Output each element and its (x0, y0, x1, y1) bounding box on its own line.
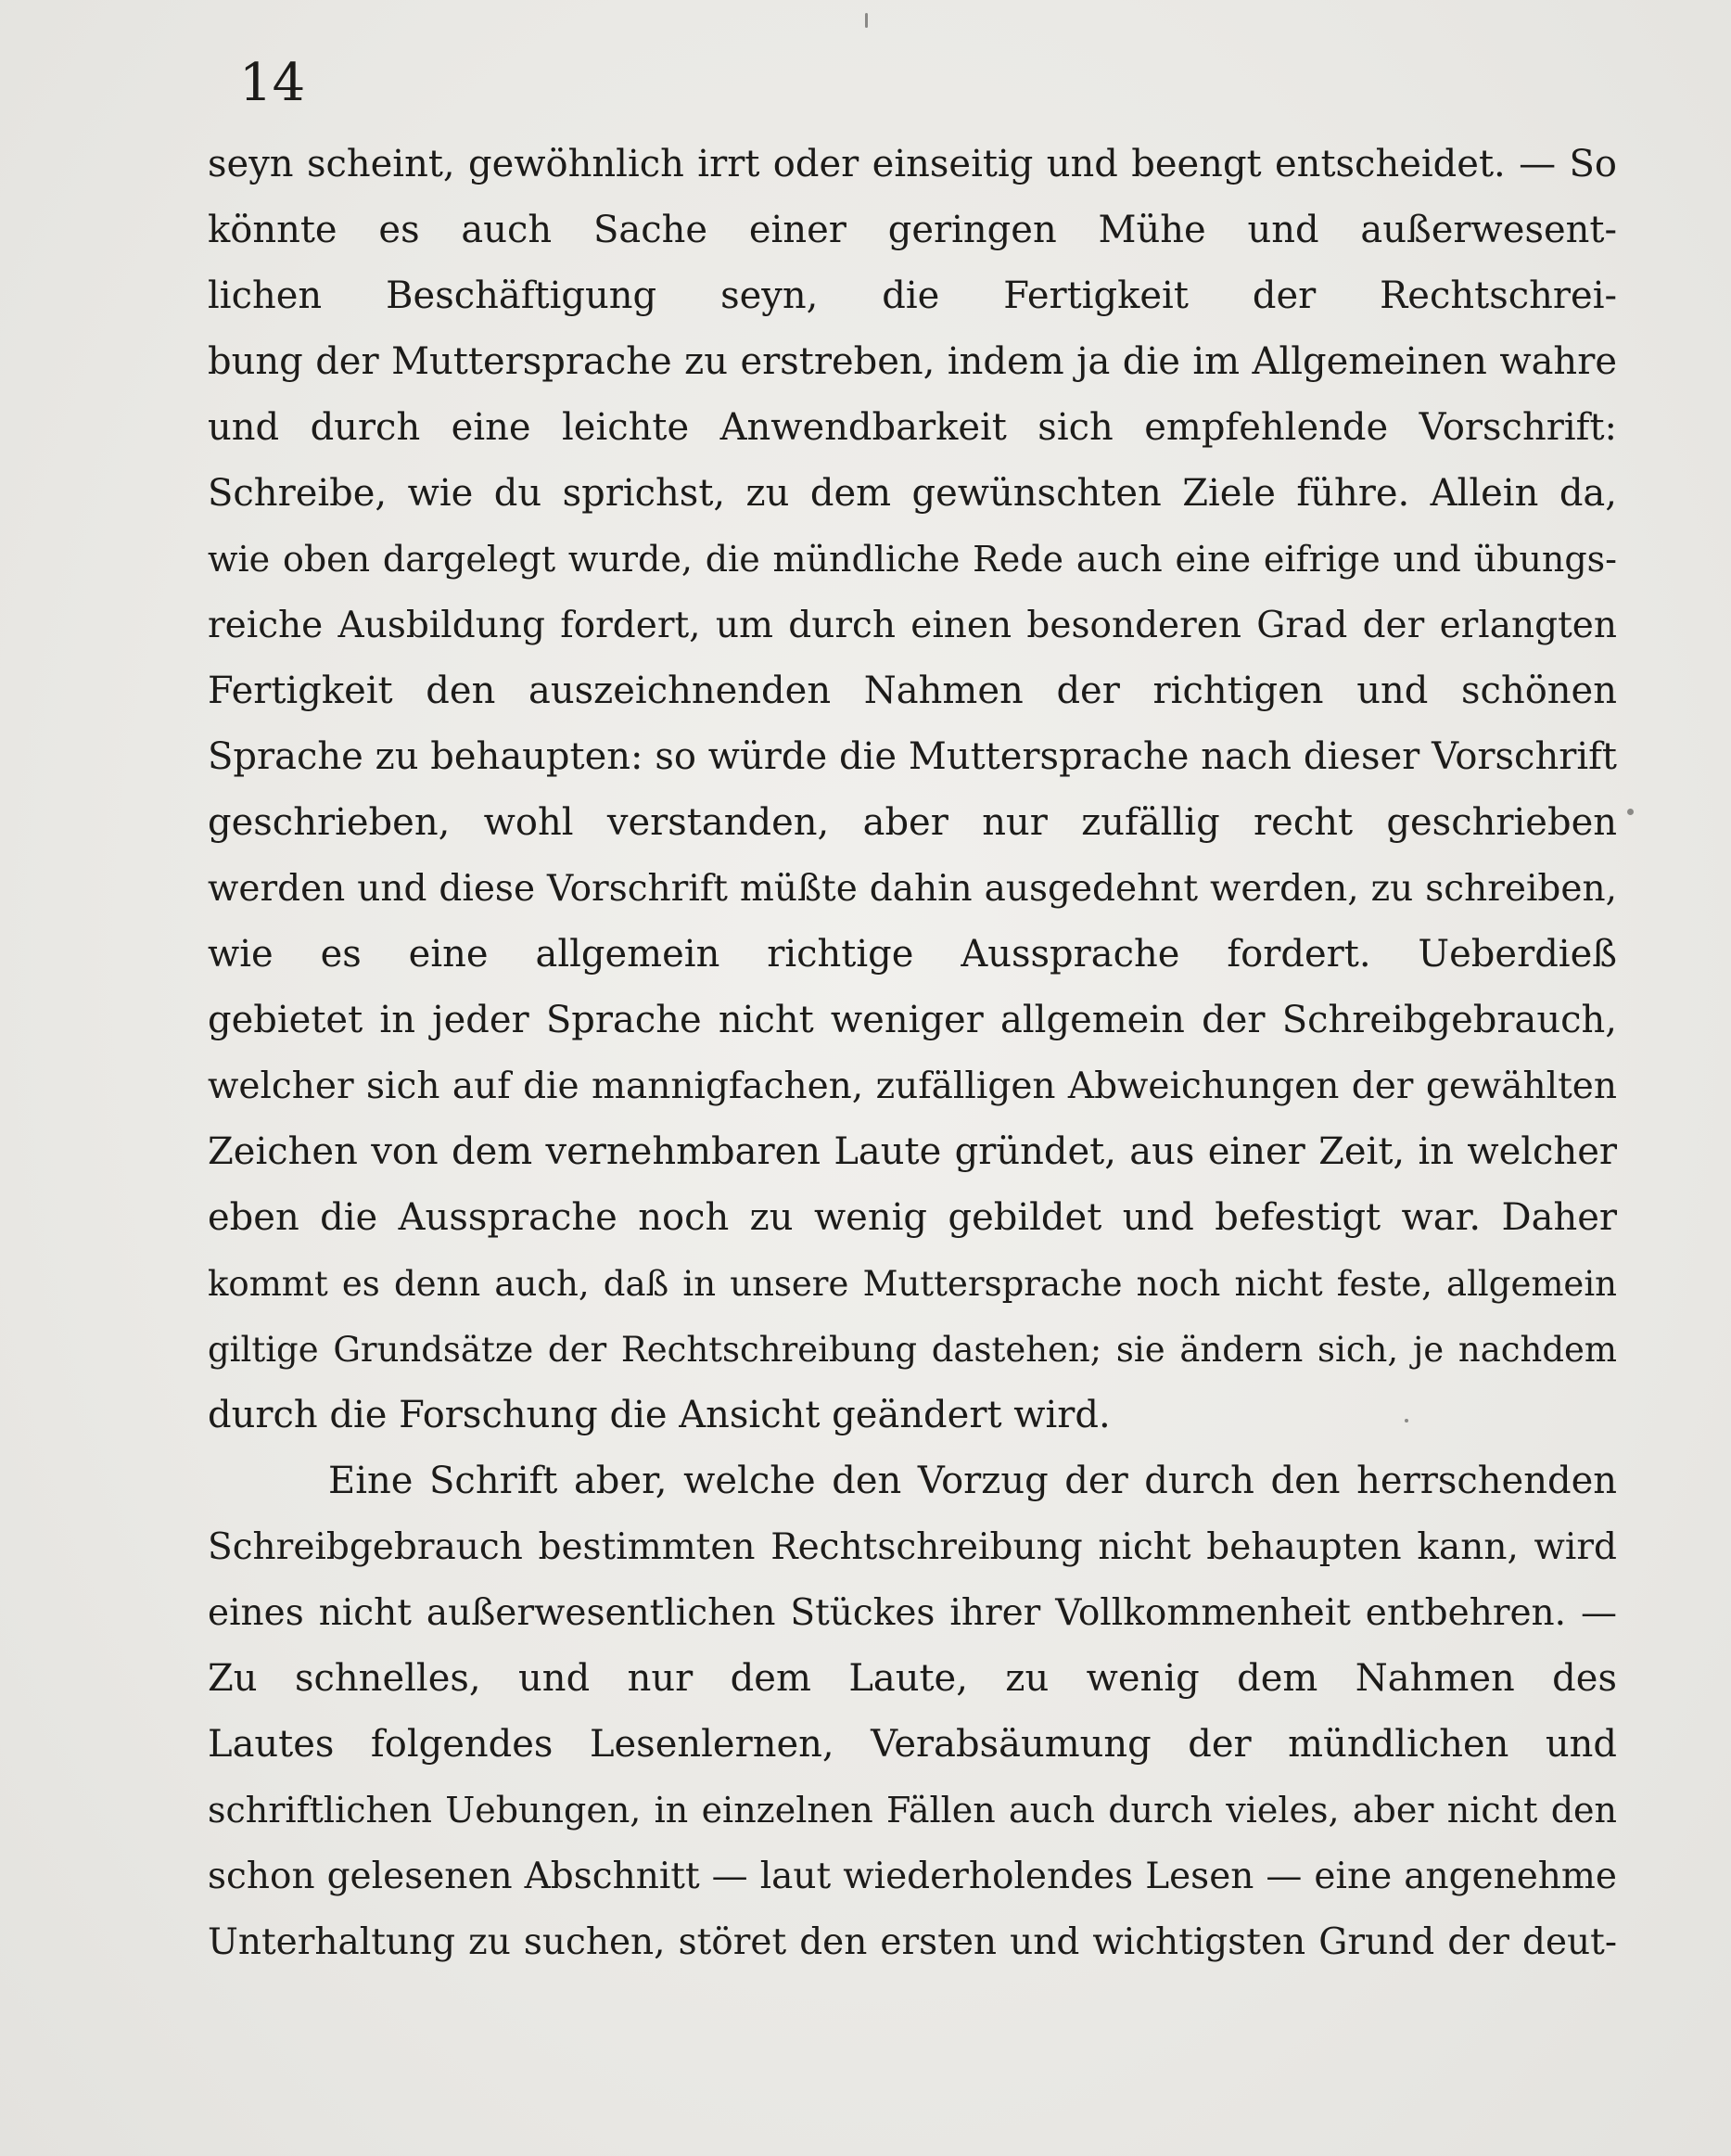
text-line: reiche Ausbildung fordert, um durch einen besonderen Grad der erlangten (208, 605, 1617, 646)
text-line: werden und diese Vorschrift müßte dahin ausgedehnt werden, zu schreiben, (208, 868, 1617, 910)
text-line: welcher sich auf die mannigfachen, zufälligen Abweichungen der gewählten (208, 1065, 1617, 1107)
text-line: Zu schnelles, und nur dem Laute, zu wenig dem Nahmen des (208, 1657, 1617, 1700)
text-line: und durch eine leichte Anwendbarkeit sich empfehlende Vorschrift: (208, 406, 1617, 449)
text-line: kommt es denn auch, daß in unsere Muttersprache noch nicht feste, allgemein (208, 1264, 1617, 1304)
text-line: lichen Beschäftigung seyn, die Fertigkeit der Rechtschrei- (208, 274, 1617, 317)
text-line: Sprache zu behaupten: so würde die Muttersprache nach dieser Vorschrift (208, 735, 1617, 778)
text-line: Schreibgebrauch bestimmten Rechtschreibung nicht behaupten kann, wird (208, 1526, 1617, 1568)
paragraph-1 (208, 132, 1617, 1448)
text-line: giltige Grundsätze der Rechtschreibung dastehen; sie ändern sich, je nachdem (208, 1330, 1617, 1370)
text-line: Schreibe, wie du sprichst, zu dem gewünschten Ziele führe. Allein da, (208, 472, 1617, 515)
text-line: Unterhaltung zu suchen, störet den ersten und wichtigsten Grund der deut- (208, 1921, 1617, 1963)
text-line: eben die Aussprache noch zu wenig gebildet und befestigt war. Daher (208, 1196, 1617, 1239)
text-line: könnte es auch Sache einer geringen Mühe und außerwesent- (208, 209, 1617, 251)
paper-speck (1405, 1419, 1408, 1422)
text-line: durch die Forschung die Ansicht geändert wird. (208, 1394, 1111, 1436)
paragraph-2 (208, 1448, 1617, 1975)
text-line: Zeichen von dem vernehmbaren Laute gründet, aus einer Zeit, in welcher (208, 1130, 1617, 1173)
text-line: seyn scheint, gewöhnlich irrt oder einseitig und beengt entscheidet. — So (208, 143, 1617, 185)
paper-speck (1627, 809, 1634, 815)
text-line: eines nicht außerwesentlichen Stückes ihrer Vollkommenheit entbehren. — (208, 1592, 1617, 1634)
body-text (208, 132, 1617, 1975)
text-line: bung der Muttersprache zu erstreben, indem ja die im Allgemeinen wahre (208, 340, 1617, 383)
text-line: schriftlichen Uebungen, in einzelnen Fällen auch durch vieles, aber nicht den (208, 1790, 1617, 1831)
text-line: Fertigkeit den auszeichnenden Nahmen der richtigen und schönen (208, 670, 1617, 712)
page-number: 14 (239, 53, 306, 113)
text-line: geschrieben, wohl verstanden, aber nur zufällig recht geschrieben (208, 801, 1617, 844)
text-line: gebietet in jeder Sprache nicht weniger allgemein der Schreibgebrauch, (208, 999, 1617, 1041)
text-line: Lautes folgendes Lesenlernen, Verabsäumung der mündlichen und (208, 1723, 1617, 1766)
text-line: Eine Schrift aber, welche den Vorzug der durch den herrschenden (328, 1460, 1617, 1502)
paper-speck (865, 13, 868, 28)
text-line: wie oben dargelegt wurde, die mündliche Rede auch eine eifrige und übungs- (208, 539, 1617, 580)
text-line: schon gelesenen Abschnitt — laut wiederholendes Lesen — eine angenehme (208, 1856, 1617, 1897)
text-line: wie es eine allgemein richtige Aussprache fordert. Ueberdieß (208, 933, 1617, 976)
